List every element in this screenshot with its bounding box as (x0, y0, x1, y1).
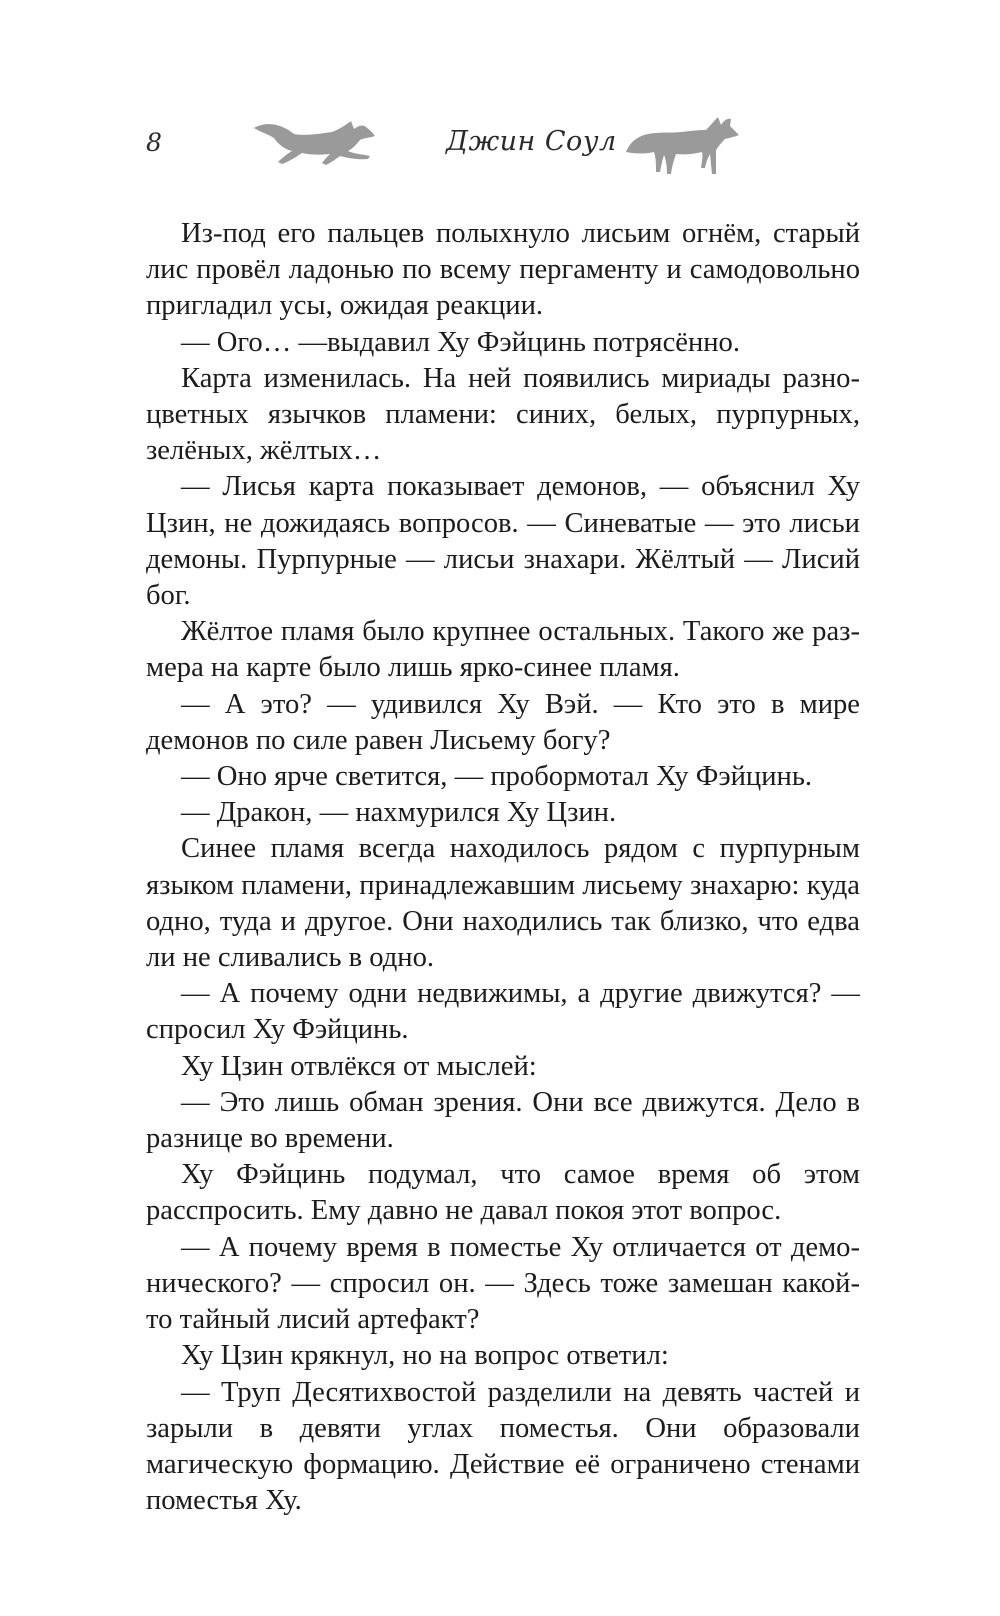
paragraph: Ху Цзин крякнул, но на вопрос ответил: (181, 1340, 669, 1372)
paragraph: — Труп Десятихвостой разделили на девять частей и зарыли в девяти углах поместья. Они образовали магическую формацию. Действие её ограничено стенами поместья Ху. (146, 1376, 860, 1517)
paragraph: — Это лишь обман зрения. Они все движутся. Дело в разнице во времени. (146, 1086, 860, 1155)
page-header (0, 0, 1000, 200)
paragraph: — Ого… —выдавил Ху Фэйцинь потрясённо. (181, 326, 741, 358)
paragraph: Жёлтое пламя было крупнее остальных. Такого же размера на карте было лишь ярко-синее пламя. (146, 616, 860, 684)
paragraph: — А почему одни недвижимы, а другие движутся? — спросил Ху Фэйцинь. (146, 978, 860, 1046)
paragraph: — Лисья карта показывает демонов, — объяснил Ху Цзин, не дожидаясь вопросов. — Синеватые — это лисьи демоны. Пурпурные — лисьи знахари. Жёлтый — Лисий бог. (146, 471, 860, 612)
leaping-fox-icon (252, 118, 376, 168)
paragraph: — А почему время в поместье Ху отличается от демонического? — спросил он. — Здесь тоже замешан какой-то тайный лисий артефакт? (146, 1231, 860, 1336)
body-text (146, 216, 860, 1519)
paragraph: Синее пламя всегда находилось рядом с пурпурным языком пламени, принадлежавшим лисьему знахарю: куда одно, туда и другое. Они находились так близко, что едва ли не сливались в одно. (146, 833, 860, 974)
paragraph: Из-под его пальцев полыхнуло лисьим огнём, старый лис провёл ладонью по всему пергаменту и самодовольно пригладил усы, ожидая реакции. (146, 218, 860, 322)
paragraph: Ху Фэйцинь подумал, что самое время об этом расспросить. Ему давно не давал покоя этот вопрос. (146, 1159, 860, 1227)
paragraph: — Дракон, — нахмурился Ху Цзин. (181, 797, 617, 829)
paragraph: Карта изменилась. На ней появились мириады разноцветных язычков пламени: синих, белых, пурпурных, зелёных, жёлтых… (146, 362, 860, 467)
page-number: 8 (146, 128, 162, 157)
standing-fox-icon (624, 116, 740, 176)
paragraph: — Оно ярче светится, — пробормотал Ху Фэйцинь. (181, 761, 813, 793)
running-title: Джин Соул (446, 126, 617, 157)
paragraph: Ху Цзин отвлёкся от мыслей: (181, 1050, 537, 1082)
paragraph: — А это? — удивился Ху Вэй. — Кто это в мире демонов по силе равен Лисьему богу? (146, 688, 860, 756)
